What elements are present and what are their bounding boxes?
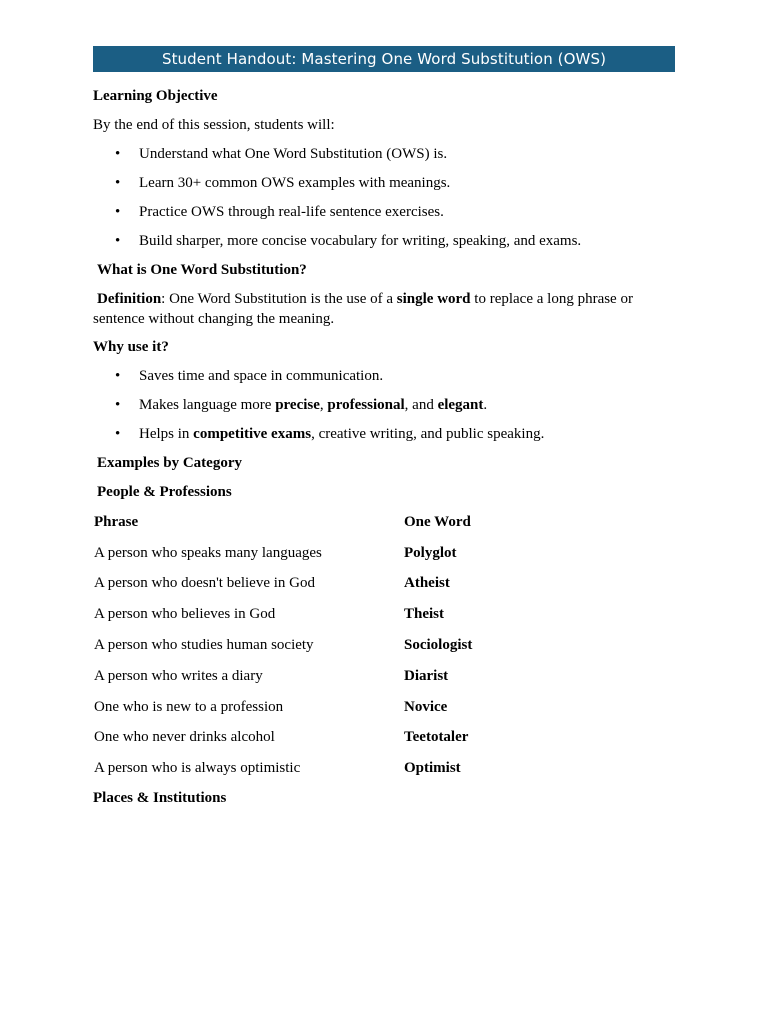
emphasis-elegant: elegant (437, 397, 484, 413)
definition-paragraph (93, 289, 675, 329)
list-item (93, 366, 675, 386)
phrase-cell: A person who studies human society (94, 637, 314, 653)
phrase-cell: One who is new to a profession (94, 699, 284, 715)
list-item-text (139, 424, 544, 444)
table-row (94, 573, 676, 593)
list-item (93, 395, 675, 415)
phrase-cell: A person who doesn't believe in God (94, 575, 316, 591)
emphasis-competitive-exams: competitive exams (193, 426, 312, 442)
one-word-cell: Diarist (404, 668, 449, 684)
bullet-icon: • (115, 204, 121, 220)
text-run: , creative writing, and public speaking. (311, 426, 545, 442)
list-item (93, 173, 675, 193)
learning-objective-intro: By the end of this session, students will: (93, 117, 335, 133)
page-title: Student Handout: Mastering One Word Substitution (OWS) (161, 50, 607, 68)
one-word-cell: Theist (404, 606, 445, 622)
definition-line-2: sentence without changing the meaning. (93, 311, 335, 327)
emphasis-professional: professional (327, 397, 405, 413)
list-item-text: Practice OWS through real-life sentence exercises. (139, 204, 444, 220)
examples-heading: Examples by Category (97, 455, 242, 471)
list-item (93, 424, 675, 444)
list-item-text (139, 395, 487, 415)
bullet-icon: • (115, 397, 121, 413)
what-is-heading: What is One Word Substitution? (97, 262, 307, 278)
bullet-icon: • (115, 426, 121, 442)
text-run: . (483, 397, 488, 413)
list-item-text: Understand what One Word Substitution (OWS) is. (139, 146, 448, 162)
phrase-cell: One who never drinks alcohol (94, 729, 275, 745)
learning-objective-heading: Learning Objective (93, 88, 218, 104)
table-row (94, 697, 676, 717)
text-run: , and (404, 397, 438, 413)
title-banner (93, 46, 675, 72)
table-header-row (94, 512, 676, 532)
column-header-one-word: One Word (404, 514, 471, 530)
category-places-institutions: Places & Institutions (93, 790, 227, 806)
table-row (94, 604, 676, 624)
one-word-cell: Teetotaler (404, 729, 469, 745)
bullet-icon: • (115, 146, 121, 162)
phrase-cell: A person who is always optimistic (94, 760, 301, 776)
list-item-text: Build sharper, more concise vocabulary for writing, speaking, and exams. (139, 233, 582, 249)
one-word-cell: Polyglot (404, 545, 457, 561)
one-word-cell: Sociologist (404, 637, 473, 653)
list-item (93, 202, 675, 222)
list-item (93, 144, 675, 164)
table-row (94, 758, 676, 778)
one-word-cell: Novice (404, 699, 448, 715)
bullet-icon: • (115, 175, 121, 191)
category-people-professions: People & Professions (97, 484, 232, 500)
bullet-icon: • (115, 233, 121, 249)
one-word-cell: Optimist (404, 760, 461, 776)
table-row (94, 727, 676, 747)
table-row (94, 543, 676, 563)
one-word-cell: Atheist (404, 575, 450, 591)
list-item (93, 231, 675, 251)
text-run: Makes language more (139, 397, 276, 413)
text-run: Helps in (139, 426, 194, 442)
definition-text-cont: to replace a long phrase or (470, 291, 633, 307)
table-row (94, 635, 676, 655)
why-heading: Why use it? (93, 339, 169, 355)
text-run: , (319, 397, 328, 413)
list-item-text: Learn 30+ common OWS examples with meanings. (139, 175, 451, 191)
column-header-phrase: Phrase (94, 514, 139, 530)
definition-emphasis: single word (396, 291, 471, 307)
bullet-icon: • (115, 368, 121, 384)
phrase-cell: A person who speaks many languages (94, 545, 322, 561)
phrase-cell: A person who believes in God (94, 606, 276, 622)
emphasis-precise: precise (275, 397, 320, 413)
table-row (94, 666, 676, 686)
definition-label: Definition (97, 291, 162, 307)
definition-text: : One Word Substitution is the use of a (161, 291, 397, 307)
phrase-cell: A person who writes a diary (94, 668, 263, 684)
list-item-text: Saves time and space in communication. (139, 368, 384, 384)
